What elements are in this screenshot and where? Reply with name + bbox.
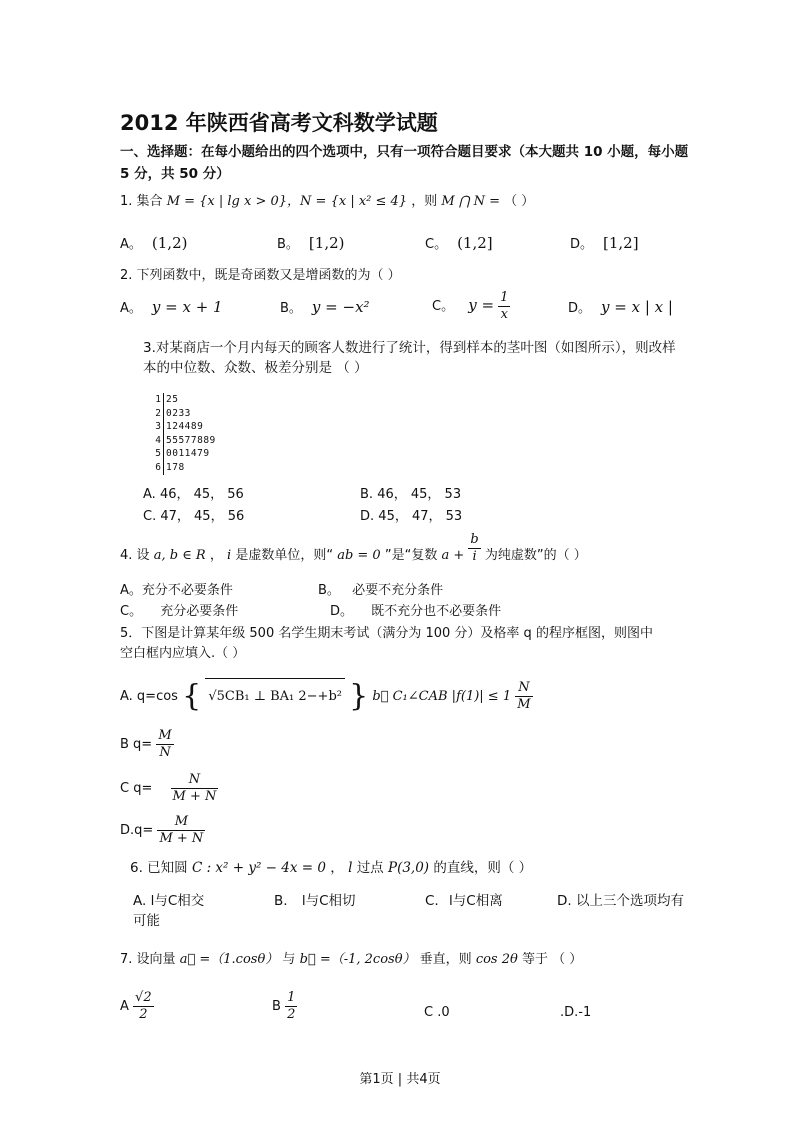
q6-stem-suffix: 的直线，则（ ）: [433, 860, 533, 876]
stem: 6: [152, 461, 164, 475]
stem-leaf-row: [152, 407, 216, 421]
option-value: y = x | x |: [601, 298, 673, 316]
option-label: B。: [277, 237, 299, 252]
question-2: 2. 下列函数中，既是奇函数又是增函数的为（ ）: [120, 268, 401, 283]
fraction: [157, 814, 205, 847]
leaves: 25: [166, 394, 179, 405]
option-value: y = −x²: [311, 298, 370, 316]
option-value: 既不充分也不必要条件: [371, 604, 502, 619]
question-7: [120, 950, 582, 970]
option-value: 以上三个选项均有: [575, 893, 684, 909]
q5-option-c: [120, 772, 218, 805]
q7-stem-prefix: 7. 设向量: [120, 952, 176, 967]
q5-a-tail: b⃗ C₁∠CAB |f(1)| ≤ 1: [372, 689, 512, 704]
option-label: C。: [120, 604, 143, 619]
q3-option-d: [360, 506, 462, 528]
q1-option-d: [570, 232, 639, 256]
option-label: D.: [360, 509, 375, 524]
fraction-denominator: 2: [287, 1007, 296, 1022]
question-3-line-2: 本的中位数、众数、极差分别是 （ ）: [143, 360, 368, 376]
option-label: B.: [274, 893, 288, 909]
option-value: (1,2): [151, 234, 188, 252]
stem: 2: [152, 407, 164, 421]
option-value: l与C相切: [301, 893, 356, 909]
stem-leaf-row: [152, 420, 216, 434]
q4-math-1: a, b ∈ R: [153, 548, 206, 563]
option-label: A。: [120, 301, 142, 316]
option-value: 必要不充分条件: [352, 583, 444, 598]
q7-mid-1: 与: [282, 952, 296, 967]
q4-mid-3: ”是“复数: [384, 548, 438, 563]
stem-leaf-plot: [152, 393, 216, 475]
question-5-line-2: 空白框内应填入.（ ）: [120, 646, 246, 661]
fraction: [468, 532, 480, 565]
sqrt-content: 5CB₁ ⊥ BA₁ 2−+b²: [216, 689, 342, 704]
q6-option-d-continued: 可能: [133, 913, 160, 929]
fraction: [498, 290, 510, 323]
fraction: [285, 990, 297, 1023]
stem-leaf-row: [152, 461, 216, 475]
option-label: C.: [425, 893, 439, 909]
q6-option-d: [557, 890, 684, 912]
option-label: D。: [570, 237, 594, 252]
page-title: 2012 年陕西省高考文科数学试题: [120, 111, 438, 135]
q3-option-a: [143, 484, 244, 506]
q7-option-d: .D.-1: [560, 1005, 592, 1020]
fraction: [171, 772, 219, 805]
q2-option-c: [432, 290, 510, 323]
option-label: B。: [318, 583, 340, 598]
q1-stem-suffix: ，则: [411, 194, 438, 209]
fraction-denominator: M + N: [159, 831, 204, 846]
fraction-denominator: 2: [133, 1006, 154, 1023]
q4-option-c: [120, 601, 238, 623]
option-value: (1,2]: [457, 234, 493, 252]
stem-leaf-row: [152, 447, 216, 461]
q7-option-a: [120, 990, 154, 1023]
option-label: B。: [280, 301, 302, 316]
q4-stem-prefix: 4. 设: [120, 548, 150, 563]
q7-mid-2: 垂直，则: [419, 952, 472, 967]
option-label: B q=: [120, 737, 153, 752]
q1-option-c: [425, 232, 493, 256]
option-label: A。: [120, 583, 142, 598]
option-label: A。: [120, 237, 142, 252]
q5-option-d: [120, 814, 205, 847]
q2-option-d: [568, 296, 673, 320]
q7-stem-suffix: 等于 （ ）: [521, 952, 583, 967]
option-value: 充分不必要条件: [141, 583, 233, 598]
q4-option-a: [120, 580, 233, 602]
q3-option-b: [360, 484, 461, 506]
option-value: l与C相交: [150, 893, 205, 909]
leaves: 124489: [166, 421, 204, 433]
q6-stem-prefix: 6. 已知圆: [130, 860, 188, 876]
leaves: 0011479: [166, 448, 210, 460]
fraction-numerator: b: [470, 532, 479, 547]
option-value: y = x + 1: [151, 298, 223, 316]
leaves: 0233: [166, 407, 191, 419]
option-value: [1,2): [308, 234, 345, 252]
option-label: C.: [143, 509, 157, 524]
q6-mid-1: ，: [330, 860, 344, 876]
stem: 4: [152, 434, 164, 448]
q4-math-4: a +: [441, 548, 465, 563]
leaves: 55577889: [166, 434, 216, 446]
stem: 3: [152, 420, 164, 434]
q5-option-a: [120, 678, 533, 715]
fraction-numerator: 1: [500, 290, 509, 305]
stem-leaf-row: [152, 434, 216, 448]
option-value: 46， 45， 56: [159, 487, 244, 502]
q3-option-c: [143, 506, 244, 528]
option-label: D.q=: [120, 823, 154, 838]
question-4: [120, 532, 587, 566]
leaves: 178: [166, 461, 185, 473]
sqrt-expression: √5CB₁ ⊥ BA₁ 2−+b²: [205, 678, 345, 715]
option-label: D。: [568, 301, 592, 316]
fraction-denominator: M: [517, 697, 531, 712]
q6-math-2: l: [348, 860, 353, 876]
q4-mid-2: 是虚数单位，则“: [235, 548, 334, 563]
q2-option-a: [120, 296, 223, 320]
fraction-numerator: N: [188, 772, 201, 787]
option-value: l与C相离: [449, 893, 503, 909]
q1-option-a: [120, 232, 187, 256]
q6-option-a: [133, 890, 204, 912]
option-label: C q=: [120, 781, 153, 796]
question-5-line-1: 5．下图是计算某年级 500 名学生期末考试（满分为 100 分）及格率 q 的程序框图，则图中: [120, 626, 653, 641]
fraction-numerator: M: [174, 814, 189, 829]
q4-option-d: [330, 601, 501, 623]
section-heading: 一、选择题：在每小题给出的四个选项中，只有一项符合题目要求（本大题共 10 小题，每小题 5 分，共 50 分）: [120, 144, 689, 182]
option-label: D.: [557, 893, 572, 909]
option-label: A.: [133, 893, 147, 909]
q6-mid-2: 过点: [356, 860, 384, 876]
q1-option-b: [277, 232, 344, 256]
brace-open-icon: {: [182, 678, 202, 714]
q4-math-3: ab = 0: [337, 548, 381, 563]
q1-stem-prefix: 1. 集合: [120, 194, 163, 209]
fraction-denominator: N: [156, 744, 173, 761]
fraction-numerator: N: [518, 680, 530, 695]
option-label: A.: [143, 487, 156, 502]
q4-mid-1: ，: [209, 548, 223, 563]
q4-math-2: i: [227, 548, 232, 563]
q7-option-b: [272, 990, 297, 1023]
brace-close-icon: }: [349, 678, 369, 714]
option-label: A: [120, 999, 129, 1014]
q2-option-b: [280, 296, 370, 320]
fraction-numerator: √2: [135, 990, 152, 1005]
q6-math-1: C : x² + y² − 4x = 0: [191, 860, 326, 876]
q6-math-3: P(3,0): [387, 860, 430, 876]
stem: 5: [152, 447, 164, 461]
q1-math-intersection: M ⋂ N =: [441, 194, 501, 209]
option-value: 充分必要条件: [160, 604, 239, 619]
fraction: [515, 680, 532, 713]
q7-math: cos 2θ: [475, 952, 518, 967]
option-label: B.: [360, 487, 374, 502]
option-label: B: [272, 999, 281, 1014]
q4-option-b: [318, 580, 443, 602]
q1-paren: （ ）: [504, 194, 535, 209]
q5-option-b: [120, 728, 174, 761]
q6-option-b: [274, 890, 356, 912]
question-6: [130, 858, 532, 878]
fraction-denominator: i: [468, 548, 480, 565]
option-value: [1,2]: [603, 234, 639, 252]
question-1: [120, 192, 534, 212]
option-label: C。: [425, 237, 448, 252]
option-label: A. q=cos: [120, 689, 178, 704]
stem-leaf-row: [152, 393, 216, 407]
option-value-prefix: y =: [468, 296, 495, 314]
option-value: 46， 45， 53: [377, 487, 462, 502]
fraction-numerator: M: [158, 728, 172, 743]
q6-option-c: [425, 890, 503, 912]
stem: 1: [152, 393, 164, 407]
q1-math-sets: M = {x | lg x > 0}，N = {x | x² ≤ 4}: [166, 194, 408, 209]
fraction: [133, 990, 154, 1023]
page-footer: 第1页 | 共4页: [359, 1072, 441, 1087]
fraction-numerator: 1: [287, 990, 296, 1005]
q7-option-c: C .0: [424, 1005, 450, 1020]
q7-vector-b: b⃗ =（-1, 2cosθ）: [299, 952, 416, 967]
option-value: 45， 47， 53: [378, 509, 463, 524]
option-label: D。: [330, 604, 354, 619]
q7-vector-a: a⃗ =（1.cosθ）: [179, 952, 279, 967]
option-label: C。: [432, 299, 455, 314]
option-value: 47， 45， 56: [160, 509, 245, 524]
fraction: [156, 728, 173, 761]
fraction-denominator: M + N: [172, 789, 217, 804]
question-3-line-1: 3.对某商店一个月内每天的顾客人数进行了统计，得到样本的茎叶图（如图所示），则改样: [143, 340, 676, 356]
fraction-denominator: x: [498, 306, 510, 323]
q4-stem-suffix: 为纯虚数”的（ ）: [484, 548, 587, 563]
